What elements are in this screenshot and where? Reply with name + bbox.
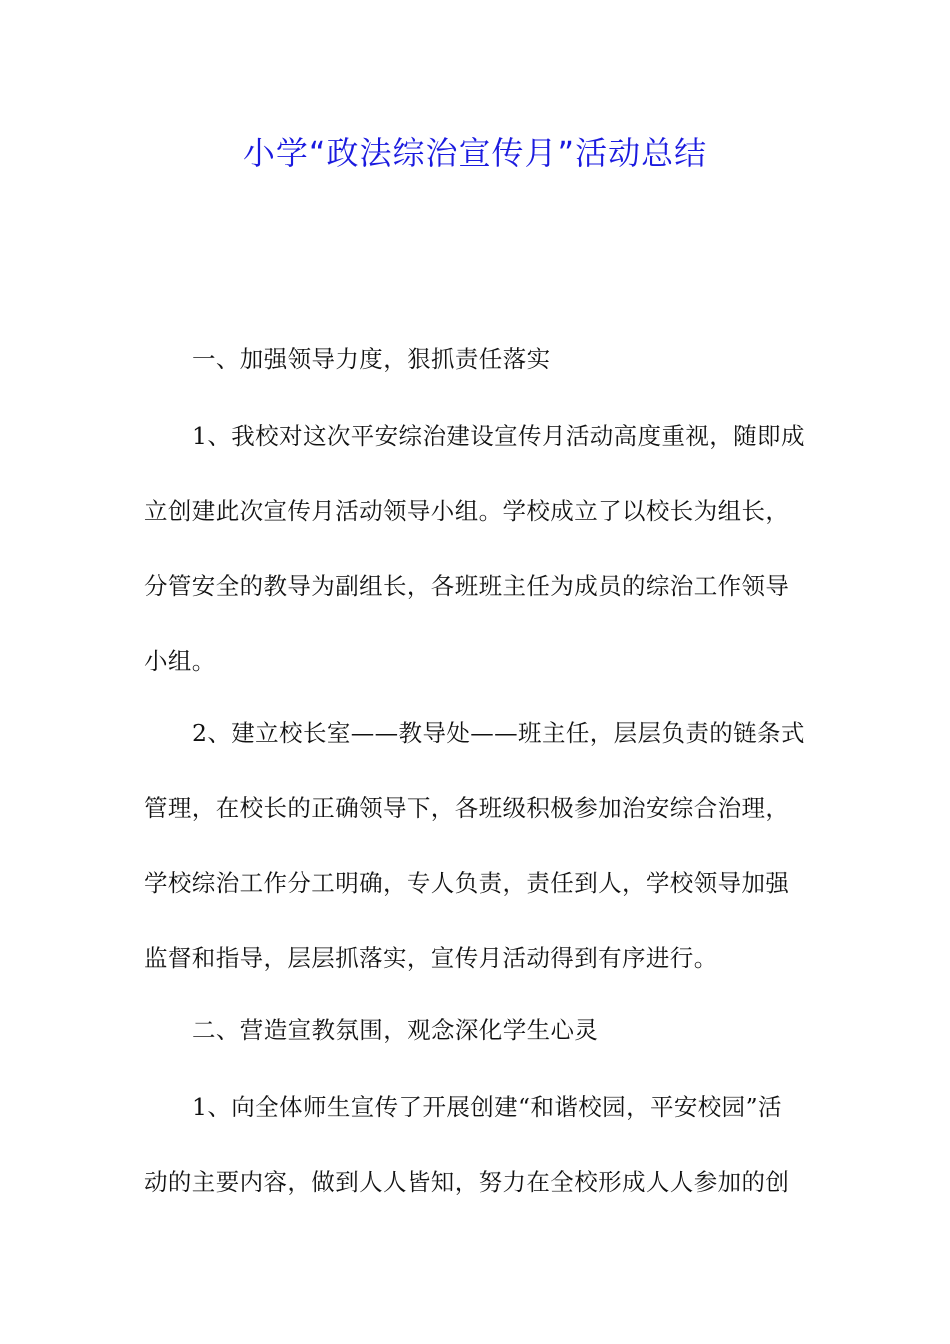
paragraph-line: 1、向全体师生宣传了开展创建“和谐校园，平安校园”活 bbox=[192, 1093, 782, 1121]
paragraph-line: 1、我校对这次平安综治建设宣传月活动高度重视，随即成 bbox=[192, 422, 805, 450]
section-heading-1: 一、加强领导力度，狠抓责任落实 bbox=[192, 345, 551, 373]
paragraph-line: 2、建立校长室——教导处——班主任，层层负责的链条式 bbox=[192, 719, 805, 747]
paragraph-line: 分管安全的教导为副组长，各班班主任为成员的综治工作领导 bbox=[144, 572, 790, 600]
paragraph-line: 监督和指导，层层抓落实，宣传月活动得到有序进行。 bbox=[144, 944, 718, 972]
paragraph-line: 管理，在校长的正确领导下，各班级积极参加治安综合治理， bbox=[144, 794, 790, 822]
paragraph-line: 小组。 bbox=[144, 647, 216, 675]
paragraph-line: 动的主要内容，做到人人皆知，努力在全校形成人人参加的创 bbox=[144, 1168, 790, 1196]
document-title: 小学“政法综治宣传月”活动总结 bbox=[242, 134, 708, 172]
paragraph-line: 学校综治工作分工明确，专人负责，责任到人，学校领导加强 bbox=[144, 869, 790, 897]
section-heading-2: 二、营造宣教氛围，观念深化学生心灵 bbox=[192, 1016, 599, 1044]
paragraph-line: 立创建此次宣传月活动领导小组。学校成立了以校长为组长， bbox=[144, 497, 790, 525]
